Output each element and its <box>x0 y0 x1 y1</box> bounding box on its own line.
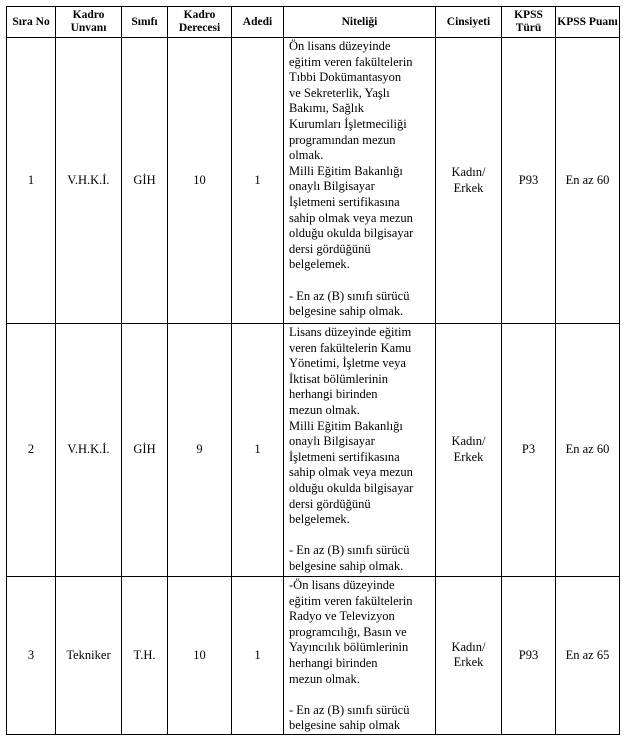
cell-niteligi: Ön lisans düzeyinde eğitim veren fakültelerin Tıbbi Dokümantasyon ve Sekreterlik, Yaşlı Bakımı, Sağlık Kurumları İşletmeciliği programından mezun olmak. Milli Eğitim Bakanlığı onaylı Bilgisayar İşletmeni sertifikasına sahip olmak veya mezun olduğu okulda bilgisayar dersi gördüğünü belgelemek. - En az (B) sınıfı sürücü belgesine sahip olmak. <box>284 38 436 324</box>
cell-kpss-turu: P93 <box>502 577 556 735</box>
cell-adedi: 1 <box>232 577 284 735</box>
cell-kpss-puani: En az 60 <box>556 38 620 324</box>
header-cinsiyeti: Cinsiyeti <box>436 7 502 38</box>
cell-kpss-turu: P3 <box>502 324 556 577</box>
cell-sira-no: 1 <box>7 38 56 324</box>
table-row <box>7 38 620 324</box>
table-row <box>7 324 620 577</box>
positions-table <box>6 6 620 735</box>
cell-sinifi: T.H. <box>122 577 168 735</box>
header-sira-no: Sıra No <box>7 7 56 38</box>
header-sinifi: Sınıfı <box>122 7 168 38</box>
header-kadro-unvani: Kadro Unvanı <box>56 7 122 38</box>
header-adedi: Adedi <box>232 7 284 38</box>
cell-sinifi: GİH <box>122 38 168 324</box>
cell-cinsiyeti: Kadın/ Erkek <box>436 324 502 577</box>
cell-kadro-derecesi: 10 <box>168 577 232 735</box>
cell-sinifi: GİH <box>122 324 168 577</box>
cell-adedi: 1 <box>232 324 284 577</box>
header-niteligi: Niteliği <box>284 7 436 38</box>
cell-kpss-puani: En az 65 <box>556 577 620 735</box>
cell-kpss-puani: En az 60 <box>556 324 620 577</box>
cell-kadro-derecesi: 9 <box>168 324 232 577</box>
cell-cinsiyeti: Kadın/ Erkek <box>436 577 502 735</box>
cell-niteligi: Lisans düzeyinde eğitim veren fakültelerin Kamu Yönetimi, İşletme veya İktisat bölümlerinin herhangi birinden mezun olmak. Milli Eğitim Bakanlığı onaylı Bilgisayar İşletmeni sertifikasına sahip olmak veya mezun olduğu okulda bilgisayar dersi gördüğünü belgelemek. - En az (B) sınıfı sürücü belgesine sahip olmak. <box>284 324 436 577</box>
cell-niteligi: -Ön lisans düzeyinde eğitim veren fakültelerin Radyo ve Televizyon programcılığı, Basın ve Yayıncılık bölümlerinin herhangi birinden mezun olmak. - En az (B) sınıfı sürücü belgesine sahip olmak <box>284 577 436 735</box>
cell-sira-no: 3 <box>7 577 56 735</box>
table-row <box>7 577 620 735</box>
cell-kadro-derecesi: 10 <box>168 38 232 324</box>
header-row <box>7 7 620 38</box>
cell-cinsiyeti: Kadın/ Erkek <box>436 38 502 324</box>
cell-sira-no: 2 <box>7 324 56 577</box>
header-kpss-turu: KPSS Türü <box>502 7 556 38</box>
cell-adedi: 1 <box>232 38 284 324</box>
header-kpss-puani: KPSS Puanı <box>556 7 620 38</box>
cell-kadro-unvani: Tekniker <box>56 577 122 735</box>
cell-kadro-unvani: V.H.K.İ. <box>56 324 122 577</box>
header-kadro-derecesi: Kadro Derecesi <box>168 7 232 38</box>
cell-kpss-turu: P93 <box>502 38 556 324</box>
cell-kadro-unvani: V.H.K.İ. <box>56 38 122 324</box>
